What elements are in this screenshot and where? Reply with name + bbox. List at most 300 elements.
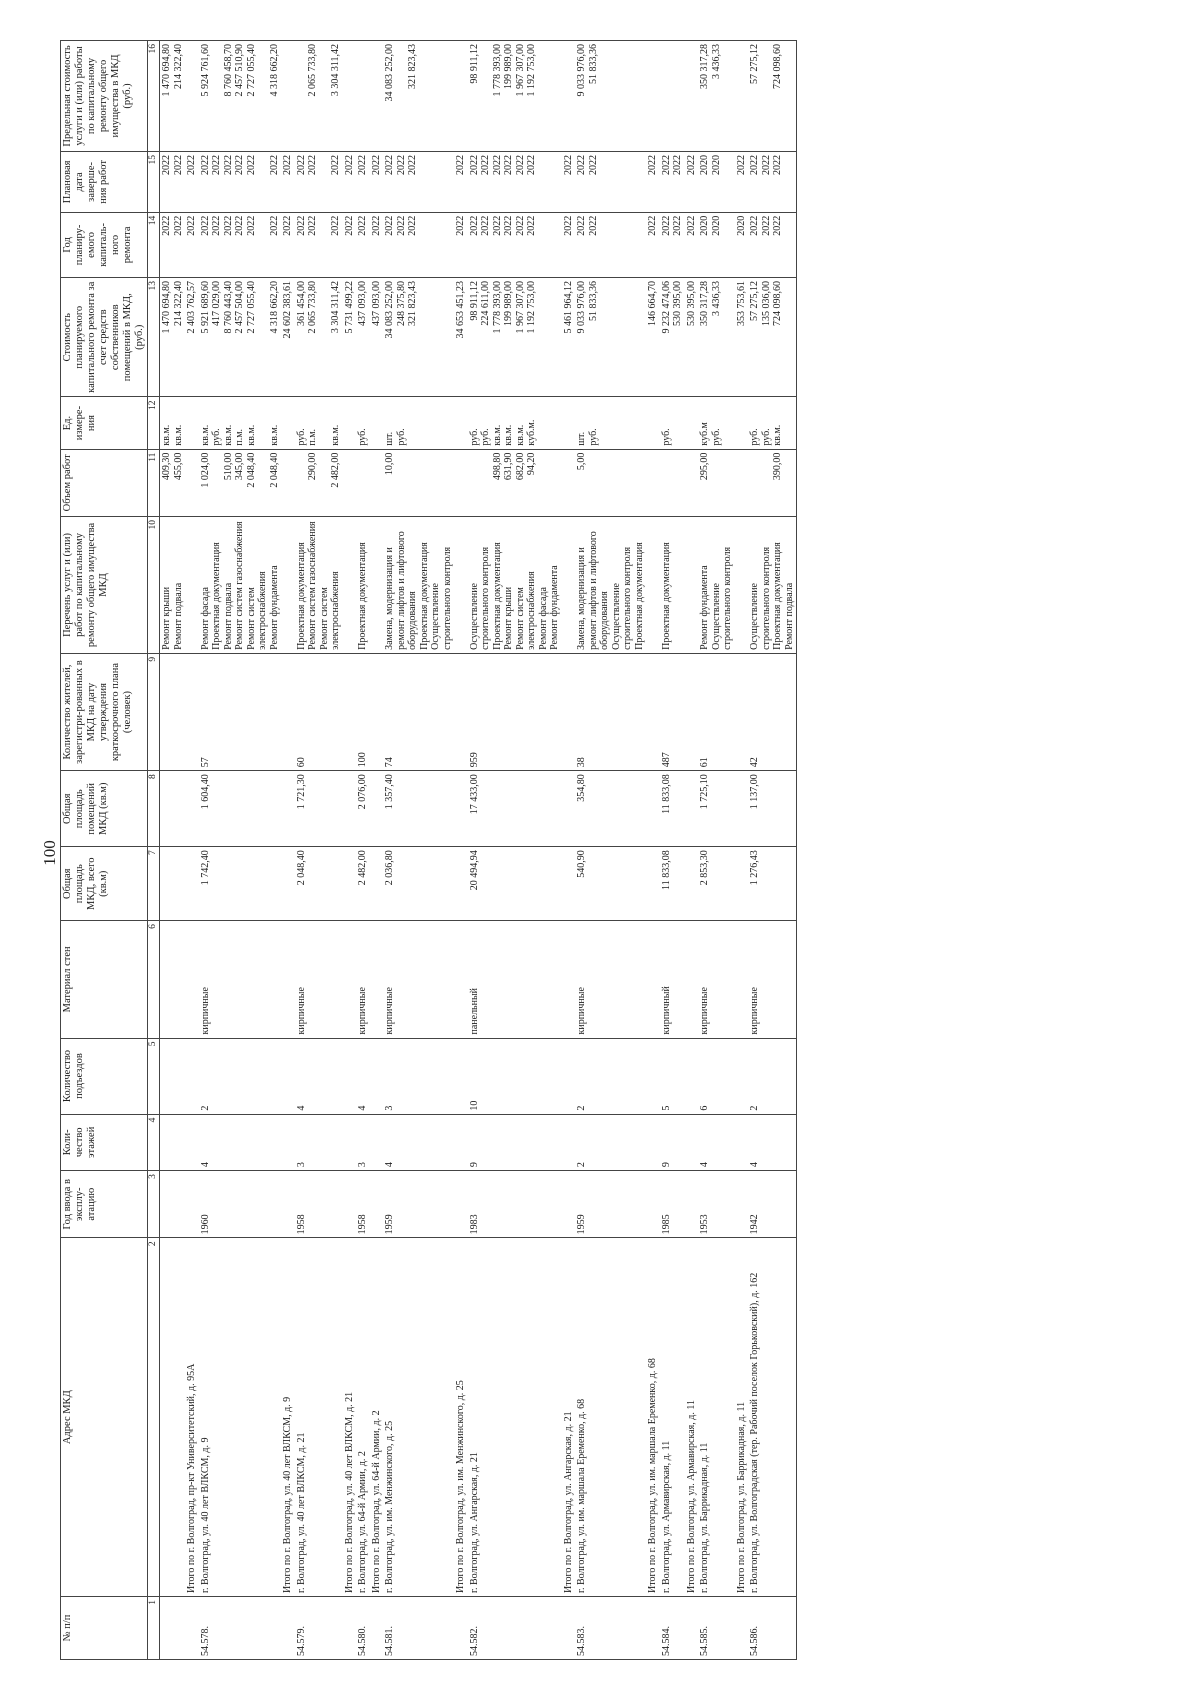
table-cell-col-12 [295,397,343,449]
table-cell-col-16 [575,41,646,152]
table-cell-col-10 [295,517,343,654]
table-cell-col-2: г. Волгоград, ул. им. маршала Еременко, д. 68 [575,1238,646,1597]
table-cell-col-11 [199,449,282,516]
table-cell-col-7: 540,90 [575,847,646,921]
cell-line: 455,00 [172,452,184,481]
cell-line: 2022 [672,215,684,236]
column-number: 12 [148,397,160,449]
table-cell-col-5: 10 [468,1038,562,1114]
cell-line [563,44,575,148]
table-cell-col-1: 54.580. [356,1596,370,1659]
table-cell-col-4: 9 [468,1114,562,1171]
cell-line: Осуществление строительного контроля [468,546,492,650]
table-cell-col-8: 1 137,00 [748,771,797,847]
cell-line: 2022 [503,215,515,236]
table-cell-col-13 [575,277,646,397]
table-cell-col-4 [370,1114,384,1171]
column-header: Год ввода в эксплу-атацию [61,1171,148,1238]
table-cell-col-11 [575,449,646,516]
cell-line: Проектная документация [660,542,672,650]
table-cell-col-3 [646,1171,660,1238]
cell-line: 2022 [245,154,257,175]
cell-line: кв.м. [222,424,234,446]
column-number: 10 [148,517,160,654]
cell-line: Ремонт фундамента [699,565,711,650]
cell-line: 5 461 964,12 [562,280,574,334]
table-cell-col-15 [185,151,199,212]
table-cell-col-7: 11 833,08 [660,847,685,921]
table-cell-col-16 [698,41,735,152]
cell-line: 2022 [211,215,223,236]
table-cell-col-1: 54.579. [295,1596,343,1659]
table-cell-col-10 [468,517,562,654]
table-cell-col-3: 1958 [356,1171,370,1238]
cell-line: 1 024,00 [199,452,211,488]
table-cell-col-9: 57 [199,653,282,770]
table-cell-col-4 [562,1114,576,1171]
cell-line [396,453,408,513]
table-row [735,41,749,1660]
cell-line: 2022 [282,215,294,236]
table-cell-col-13 [343,277,357,397]
table-cell-col-5 [685,1038,699,1114]
table-cell-col-9 [160,653,186,770]
column-number: 7 [148,847,160,921]
table-cell-col-4 [281,1114,295,1171]
table-cell-col-16 [660,41,685,152]
table-cell-col-5 [735,1038,749,1114]
cell-line: 199 989,00 [503,280,515,326]
table-cell-col-6 [370,921,384,1038]
table-cell-col-5: 2 [575,1038,646,1114]
column-number: 4 [148,1114,160,1171]
table-cell-col-14 [383,212,454,277]
cell-line: Проектная документация [491,542,503,650]
table-cell-col-9: 61 [698,653,735,770]
table-cell-col-10 [343,517,357,654]
table-cell-col-11 [370,449,384,516]
cell-line: 2 065 733,80 [307,280,319,334]
table-cell-col-9: 74 [383,653,454,770]
table-cell-col-10 [383,517,454,654]
table-cell-col-5 [160,1038,186,1114]
cell-line: 2022 [660,154,672,175]
table-cell-col-7 [735,847,749,921]
cell-line: 390,00 [772,452,784,481]
cell-line: 2022 [526,215,538,236]
table-cell-col-15 [343,151,357,212]
header-row [61,41,148,1660]
cell-line: 2 727 055,40 [245,44,257,97]
table-cell-col-11 [295,449,343,516]
cell-line: 2022 [343,215,355,236]
table-cell-col-1 [343,1596,357,1659]
table-cell-col-2: г. Волгоград, ул. им. Менжинского, д. 25 [383,1238,454,1597]
cell-line: 2 457 510,90 [234,44,246,97]
table-cell-col-10 [199,517,282,654]
table-cell-col-13 [748,277,797,397]
table-cell-col-9: 38 [575,653,646,770]
cell-line: 2020 [699,215,711,236]
table-row [646,41,660,1660]
table-cell-col-12 [370,397,384,449]
table-cell-col-15 [356,151,370,212]
table-cell-col-13 [646,277,660,397]
cell-line: 2022 [245,215,257,236]
cell-line: 98 911,12 [468,280,480,321]
cell-line: 350 317,28 [699,280,711,326]
cell-line: руб. [468,428,480,446]
cell-line: кв.м. [330,424,342,446]
cell-line: 437 093,00 [370,280,382,326]
cell-line [257,453,269,513]
table-cell-col-5 [454,1038,468,1114]
cell-line: 5 924 761,60 [199,44,211,97]
cell-line: 2022 [760,215,772,236]
cell-line: Проектная документация [418,542,430,650]
table-cell-col-7: 20 494,94 [468,847,562,921]
table-row [562,41,576,1660]
table-cell-col-16 [685,41,699,152]
cell-line: 98 911,12 [468,44,480,84]
table-cell-col-2: г. Волгоград, ул. 40 лет ВЛКСМ, д. 21 [295,1238,343,1597]
table-row [383,41,454,1660]
cell-line: 5,00 [576,452,588,471]
table-cell-col-8 [185,771,199,847]
table-cell-col-5: 3 [383,1038,454,1114]
table-cell-col-13 [281,277,295,397]
cell-line: 224 611,00 [480,280,492,326]
table-cell-col-13 [356,277,370,397]
cell-line [257,44,269,148]
table-cell-col-10 [685,517,699,654]
cell-line: руб. [480,428,492,446]
table-cell-col-9: 42 [748,653,797,770]
cell-line: 2022 [295,215,307,236]
cell-line: 4 318 662,20 [268,280,280,334]
table-cell-col-11 [735,449,749,516]
table-cell-col-6 [160,921,186,1038]
cell-line: Проектная документация [295,542,307,650]
cell-line [211,44,223,148]
cell-line [211,453,223,513]
table-body [160,41,797,1660]
column-header: Материал стен [61,921,148,1038]
cell-line: 2022 [660,215,672,236]
cell-line: 2022 [384,215,396,236]
cell-line: Ремонт подвала [783,582,795,650]
table-cell-col-6: кирпичные [356,921,370,1038]
table-cell-col-6: кирпичные [575,921,646,1038]
cell-line: 135 036,00 [760,280,772,326]
cell-line: 1 967 307,00 [514,44,526,97]
table-row [370,41,384,1660]
table-cell-col-9 [454,653,468,770]
table-cell-col-6: кирпичный [660,921,685,1038]
table-row [281,41,295,1660]
column-number: 6 [148,921,160,1038]
table-cell-col-13 [660,277,685,397]
cell-line: 2022 [772,154,784,175]
table-cell-col-3 [454,1171,468,1238]
table-row [199,41,282,1660]
table-cell-col-13 [562,277,576,397]
cell-line: руб. [749,428,761,446]
table-cell-col-12 [356,397,370,449]
table-cell-col-9 [343,653,357,770]
table-cell-col-2: г. Волгоград, ул. Армавирская, д. 11 [660,1238,685,1597]
table-cell-col-5: 2 [199,1038,282,1114]
cell-line: 2022 [172,215,184,236]
table-cell-col-7: 2 482,00 [356,847,370,921]
cell-line: кв.м. [503,424,515,446]
cell-line: 2022 [161,215,173,236]
table-cell-col-10 [698,517,735,654]
cell-line: 8 760 443,40 [222,280,234,334]
cell-line: Ремонт крыши [503,586,515,650]
table-cell-col-15 [735,151,749,212]
table-cell-col-16 [748,41,797,152]
table-cell-col-10 [735,517,749,654]
cell-line: 321 823,43 [407,280,419,326]
cell-line [257,155,269,209]
column-header: Перечень услуг и (или) работ по капитальному ремонту общего имущества МКД [61,517,148,654]
table-cell-col-11 [698,449,735,516]
table-cell-col-1 [370,1596,384,1659]
cell-line [407,453,419,513]
cell-line: руб. [357,428,369,446]
table-cell-col-10 [748,517,797,654]
table-cell-col-4: 3 [356,1114,370,1171]
table-cell-col-12 [562,397,576,449]
cell-line: 2022 [491,154,503,175]
cell-line [319,453,331,513]
cell-line: 2 065 733,80 [307,44,319,97]
table-cell-col-12 [685,397,699,449]
cell-line: 2022 [587,154,599,175]
cell-line: 1 192 753,00 [526,280,538,334]
table-cell-col-5: 4 [295,1038,343,1114]
cell-line [761,453,773,513]
table-cell-col-3: 1960 [199,1171,282,1238]
table-cell-col-13 [685,277,699,397]
column-number: 15 [148,151,160,212]
cell-line: 321 823,43 [407,44,419,89]
column-number: 14 [148,212,160,277]
cell-line [599,281,611,394]
table-cell-col-7: 2 036,80 [383,847,454,921]
table-cell-col-14 [199,212,282,277]
cell-line [599,44,611,148]
table-cell-col-11 [454,449,468,516]
cell-line: п.м. [307,428,319,446]
cell-line [599,453,611,513]
column-number-row [148,41,160,1660]
cell-line: 2022 [199,154,211,175]
table-cell-col-6: кирпичные [383,921,454,1038]
table-cell-col-4: 9 [660,1114,685,1171]
cell-line: руб. [660,428,672,446]
table-cell-col-3: 1959 [575,1171,646,1238]
cell-line [686,44,698,148]
cell-line: руб. [710,428,722,446]
table-cell-col-3 [185,1171,199,1238]
table-cell-col-11 [685,449,699,516]
table-cell-col-12 [575,397,646,449]
cell-line: руб. [395,428,407,446]
table-cell-col-11 [660,449,685,516]
table-cell-col-9: 60 [295,653,343,770]
table-cell-col-14 [646,212,660,277]
table-cell-col-6: кирпичные [748,921,797,1038]
table-cell-col-8: 354,80 [575,771,646,847]
table-cell-col-15 [646,151,660,212]
column-header: Общая площадь МКД, всего (кв.м) [61,847,148,921]
cell-line: 2022 [282,154,294,175]
table-cell-col-12 [454,397,468,449]
cell-line: 2022 [749,215,761,236]
table-cell-col-5 [281,1038,295,1114]
cell-line: 409,30 [161,452,173,481]
table-cell-col-5: 6 [698,1038,735,1114]
table-cell-col-6 [454,921,468,1038]
cell-line: 1 470 694,80 [161,280,173,334]
cell-line: 2022 [370,154,382,175]
table-cell-col-2: Итого по г. Волгоград, ул. Армавирская, д. 11 [685,1238,699,1597]
cell-line: 361 454,00 [295,280,307,326]
cell-line: 2022 [307,215,319,236]
cell-line: Осуществление строительного контроля [610,546,634,650]
table-cell-col-14 [160,212,186,277]
cell-line: 2022 [514,154,526,175]
table-cell-col-9: 100 [356,653,370,770]
table-cell-col-3: 1958 [295,1171,343,1238]
table-cell-col-14 [562,212,576,277]
table-cell-col-1: 54.582. [468,1596,562,1659]
table-cell-col-13 [185,277,199,397]
cell-line: 1 967 307,00 [514,280,526,334]
table-cell-col-7: 2 853,30 [698,847,735,921]
cell-line: 417 029,00 [211,280,223,326]
cell-line [319,401,331,446]
cell-line: 2022 [295,154,307,175]
table-cell-col-9: 959 [468,653,562,770]
cell-line: 3 304 311,42 [330,280,342,334]
table-cell-col-8 [343,771,357,847]
table-cell-col-12 [735,397,749,449]
table-cell-col-16 [281,41,295,152]
cell-line: 2022 [395,154,407,175]
cell-line [319,44,331,148]
cell-line: 350 317,28 [699,44,711,89]
cell-line: 2022 [468,154,480,175]
table-cell-col-15 [281,151,295,212]
table-cell-col-10 [575,517,646,654]
table-cell-col-15 [160,151,186,212]
cell-line [319,216,331,274]
table-cell-col-9 [685,653,699,770]
cell-line: руб. [760,428,772,446]
cell-line: 2 457 504,00 [234,280,246,334]
table-cell-col-10 [160,517,186,654]
cell-line: Проектная документация [633,542,645,650]
table-cell-col-9 [562,653,576,770]
table-cell-col-2: г. Волгоград, ул. 40 лет ВЛКСМ, д. 9 [199,1238,282,1597]
cell-line: шт. [576,431,588,446]
table-cell-col-10 [185,517,199,654]
table-cell-col-3 [562,1171,576,1238]
cell-line: 724 098,60 [772,280,784,326]
cell-line: 4 318 662,20 [268,44,280,97]
cell-line: 2022 [685,215,697,236]
table-cell-col-8: 17 433,00 [468,771,562,847]
table-cell-col-14 [468,212,562,277]
table-cell-col-16 [343,41,357,152]
table-cell-col-4: 4 [698,1114,735,1171]
cell-line: куб.м [699,422,711,446]
cell-line: 2022 [455,215,467,236]
cell-line [257,401,269,446]
table-cell-col-3: 1953 [698,1171,735,1238]
cell-line: Ремонт систем газоснабжения [234,521,246,650]
cell-line [357,44,369,148]
cell-line: 2022 [234,215,246,236]
cell-line: кв.м. [245,424,257,446]
table-cell-col-8 [160,771,186,847]
table-cell-col-4 [343,1114,357,1171]
table-cell-col-7 [370,847,384,921]
cell-line: 295,00 [699,452,711,481]
table-cell-col-7 [185,847,199,921]
table-cell-col-10 [281,517,295,654]
table-cell-col-13 [295,277,343,397]
cell-line: 34 653 451,23 [455,280,467,339]
table-cell-col-7: 2 048,40 [295,847,343,921]
cell-line: 2022 [357,215,369,236]
table-cell-col-8 [281,771,295,847]
table-cell-col-15 [575,151,646,212]
cell-line: 2020 [710,154,722,175]
cell-line: 2022 [749,154,761,175]
table-cell-col-7 [160,847,186,921]
table-cell-col-13 [370,277,384,397]
table-cell-col-12 [660,397,685,449]
cell-line: 57 275,12 [749,280,761,321]
column-header: Стоимость планируемого капитального ремонта за счет средств собственников помещений в МКД, (руб.) [61,277,148,397]
table-cell-col-2: Итого по г. Волгоград, ул. 40 лет ВЛКСМ, д. 9 [281,1238,295,1597]
table-cell-col-4 [160,1114,186,1171]
table-row [575,41,646,1660]
table-cell-col-3 [370,1171,384,1238]
column-header: Количество подъездов [61,1038,148,1114]
table-cell-col-11 [281,449,295,516]
cell-line: 2022 [480,154,492,175]
table-cell-col-5 [343,1038,357,1114]
cell-line: 2022 [407,154,419,175]
column-number: 9 [148,653,160,770]
table-cell-col-6: панельный [468,921,562,1038]
table-cell-col-10 [562,517,576,654]
cell-line: Ремонт подвала [222,582,234,650]
column-header: Ед. измере-ния [61,397,148,449]
cell-line: 8 760 458,70 [222,44,234,97]
table-cell-col-3 [160,1171,186,1238]
cell-line: 2022 [307,154,319,175]
cell-line [257,216,269,274]
cell-line [282,44,294,148]
cell-line: 1 778 393,00 [491,44,503,97]
cell-line: 199 989,00 [503,44,515,89]
